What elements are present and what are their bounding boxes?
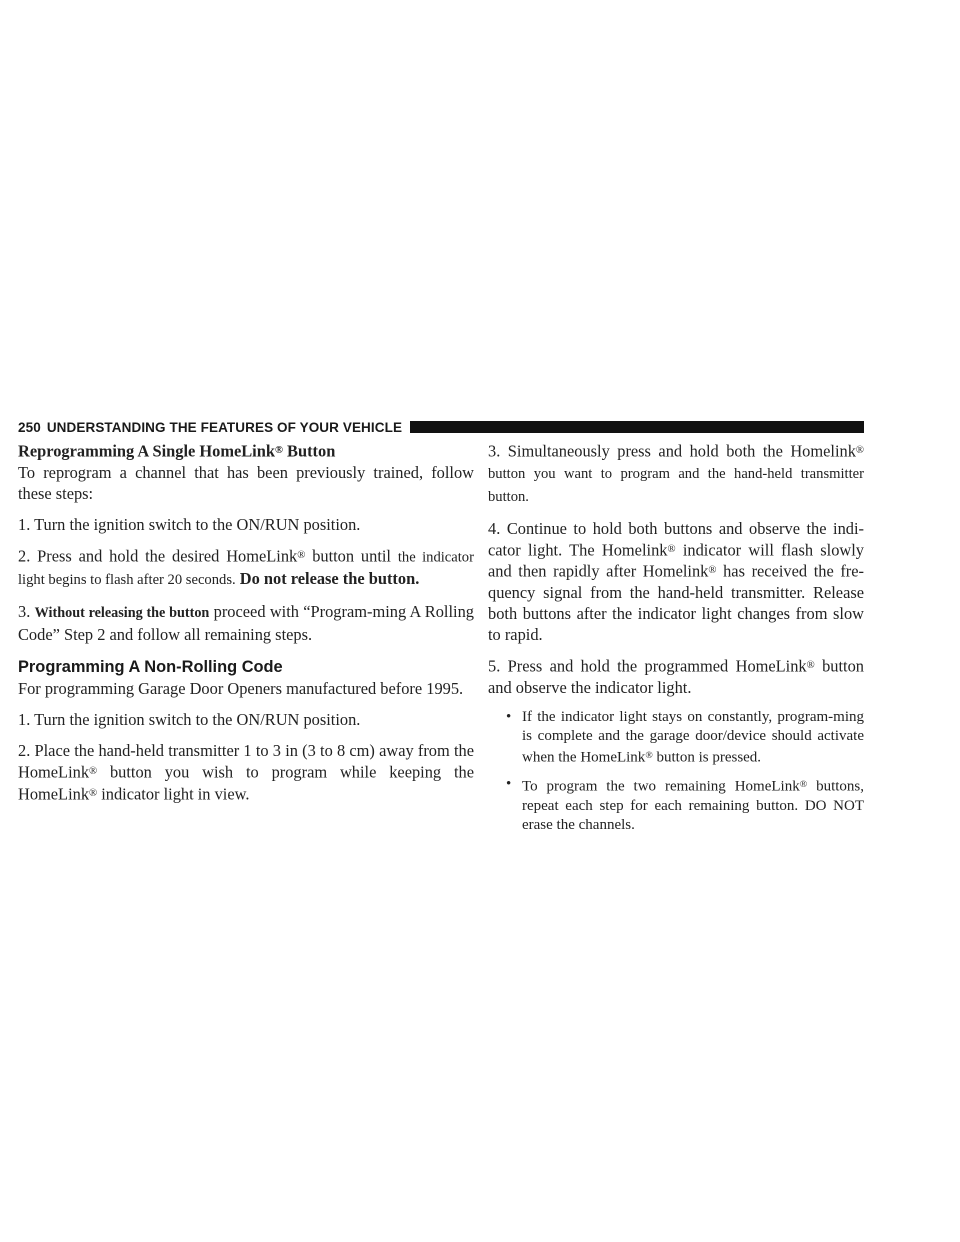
non-rolling-step-4: 4. Continue to hold both buttons and observe the indi-cator light. The Homelink® indicator will flash slowly and then rapidly after Homelink® has received the fre-quency signal from the hand-held transmitter. Release both buttons after the indicator light changes from slow to rapid. xyxy=(488,518,864,645)
heading-non-rolling: Programming A Non-Rolling Code xyxy=(18,658,283,677)
bullet-glyph: • xyxy=(506,776,512,793)
registered-mark: ® xyxy=(708,565,717,577)
left-column xyxy=(18,440,474,815)
page-header xyxy=(18,416,864,438)
step-2-warning: Do not release the button. xyxy=(239,569,420,589)
heading-reprogramming: Reprogramming A Single HomeLink® Button xyxy=(18,441,336,461)
non-rolling-intro: For programming Garage Door Openers manufactured before 1995. xyxy=(18,679,464,699)
reprogram-step-2: 2. Press and hold the desired HomeLink® button until the indicator light begins to flash after 20 seconds. Do not release the button. xyxy=(18,546,474,589)
list-item: • If the indicator light stays on constantly, program-ming is complete and the garage door/device should activate when the HomeLink® button is pressed. xyxy=(506,708,864,766)
page-number: 250 xyxy=(18,419,41,435)
registered-mark: ® xyxy=(89,766,98,778)
registered-mark: ® xyxy=(799,779,808,791)
non-rolling-step-1: 1. Turn the ignition switch to the ON/RUN position. xyxy=(18,710,361,730)
registered-mark: ® xyxy=(297,549,306,561)
step-3-emphasis: Without releasing the button xyxy=(34,605,210,622)
bullet-glyph: • xyxy=(506,708,512,725)
registered-mark: ® xyxy=(89,788,98,800)
reprogram-step-1: 1. Turn the ignition switch to the ON/RUN position. xyxy=(18,514,361,534)
registered-mark: ® xyxy=(855,445,864,456)
non-rolling-step-2: 2. Place the hand-held transmitter 1 to 3 in (3 to 8 cm) away from the HomeLink® button you wish to program while keeping the HomeLink® indicator light in view. xyxy=(18,741,474,804)
right-column xyxy=(488,440,864,843)
registered-mark: ® xyxy=(806,660,815,672)
non-rolling-step-5: 5. Press and hold the programmed HomeLink® button and observe the indicator light. xyxy=(488,656,864,697)
non-rolling-step-3: 3. Simultaneously press and hold both the Homelink® button you want to program and the hand-held transmitter button. xyxy=(488,441,864,505)
registered-mark: ® xyxy=(274,445,283,456)
reprogram-intro: To reprogram a channel that has been previously trained, follow these steps: xyxy=(18,462,474,503)
reprogram-step-3: 3. Without releasing the button proceed with “Program-ming A Rolling Code” Step 2 and follow all remaining steps. xyxy=(18,602,474,645)
registered-mark: ® xyxy=(667,543,676,555)
section-title: UNDERSTANDING THE FEATURES OF YOUR VEHICLE xyxy=(46,419,403,435)
header-text xyxy=(18,420,402,435)
header-rule xyxy=(410,421,864,433)
registered-mark: ® xyxy=(645,749,653,761)
step-5-bullets xyxy=(488,708,864,835)
list-item: • To program the two remaining HomeLink® buttons, repeat each step for each remaining button. DO NOT erase the channels. xyxy=(506,776,865,833)
